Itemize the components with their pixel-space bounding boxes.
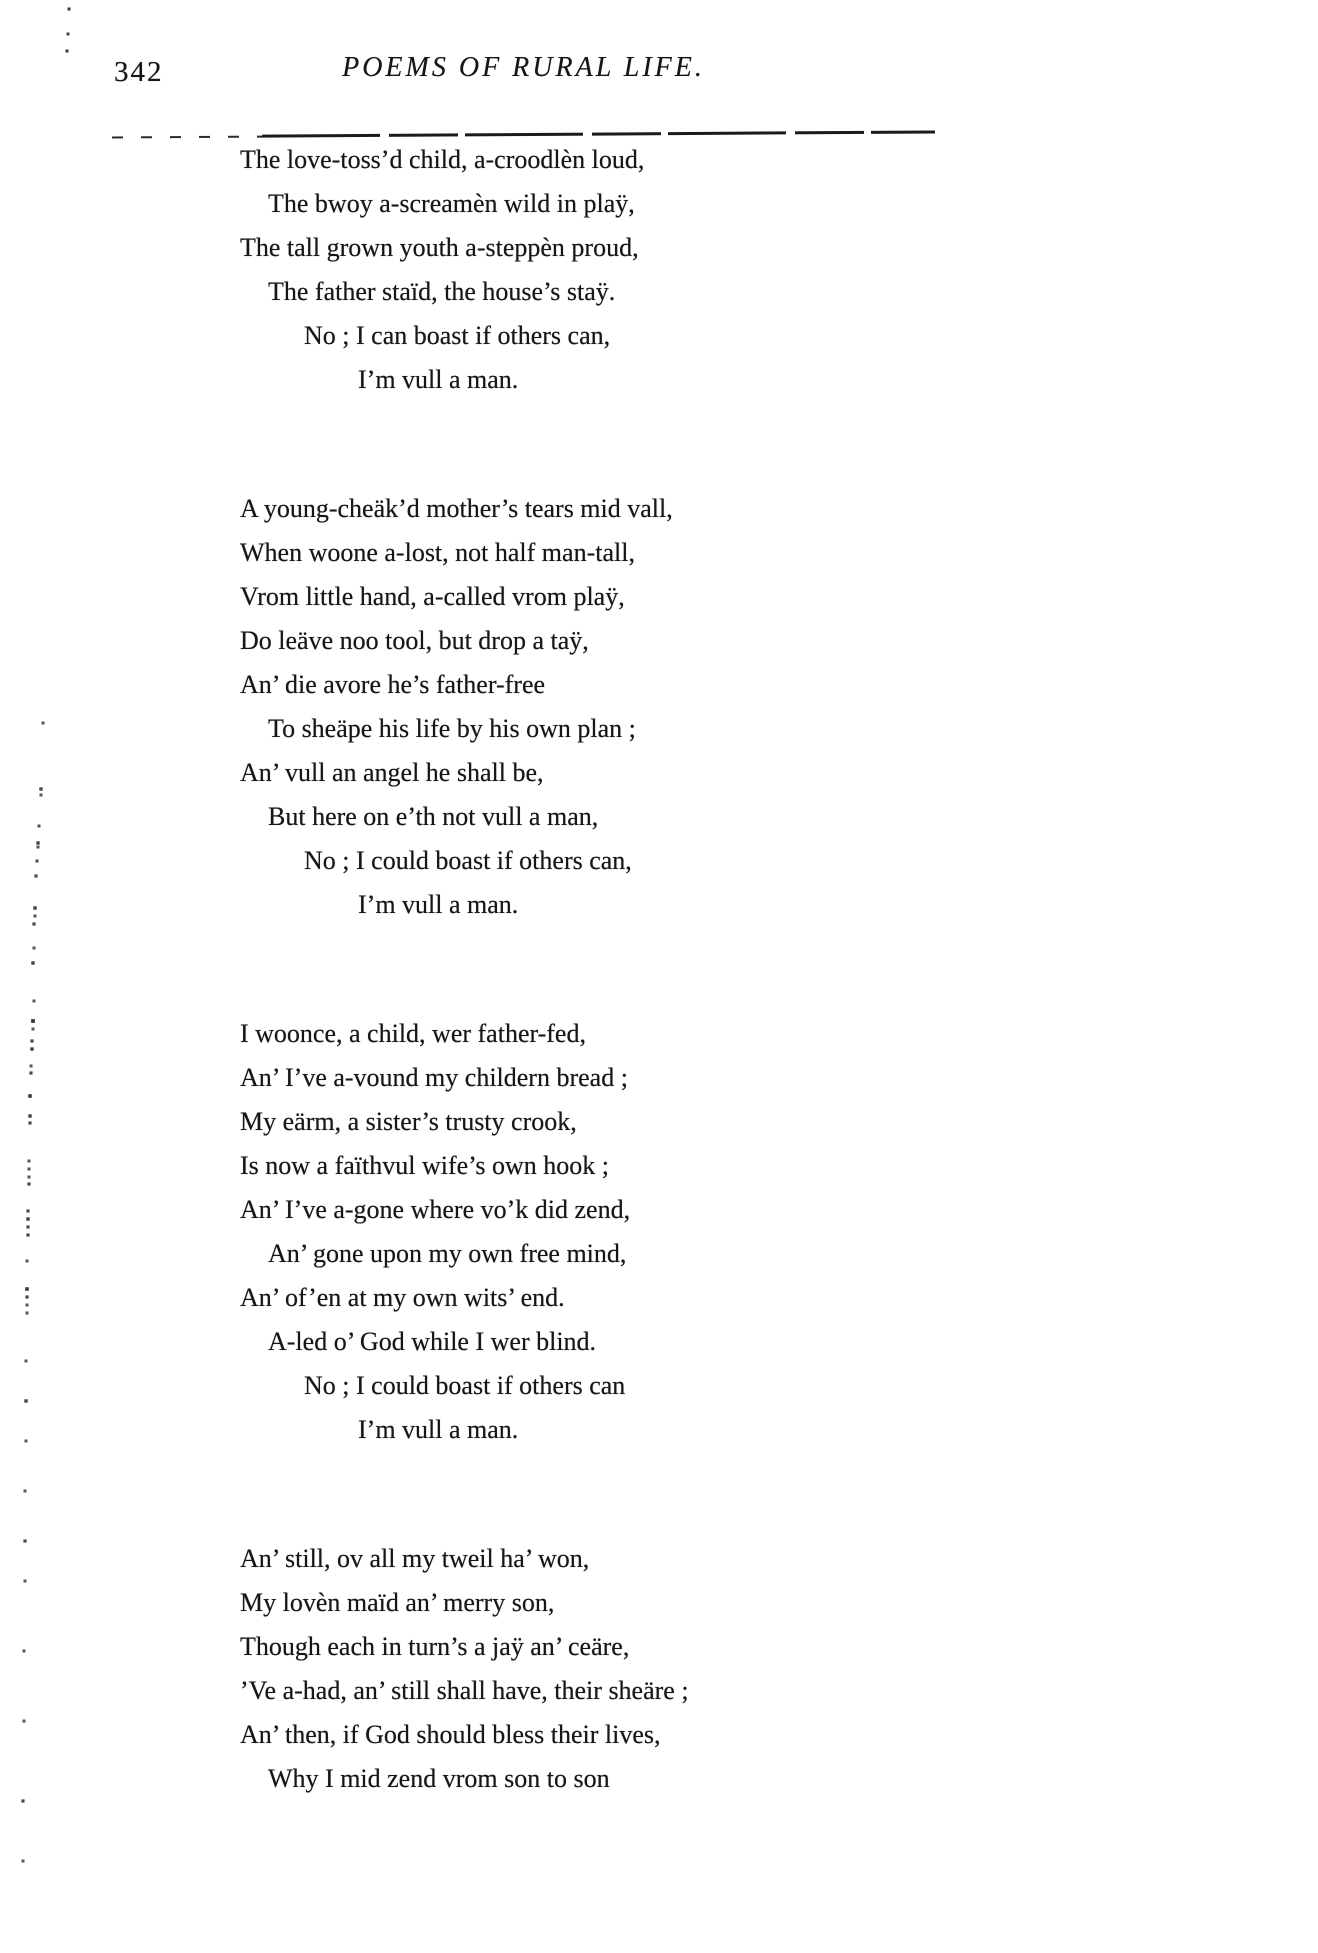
poem-line: An’ still, ov all my tweil ha’ won, [240, 1544, 590, 1573]
poem-line: The bwoy a-screamèn wild in plaÿ, [268, 189, 635, 218]
poem-line: No ; I can boast if others can, [304, 321, 611, 350]
poem-line: An’ gone upon my own free mind, [268, 1239, 627, 1268]
scan-noise-specks [0, 0, 2, 2]
poem-line: The father staïd, the house’s staÿ. [268, 277, 616, 306]
page-header [112, 48, 935, 94]
poem-line: Vrom little hand, a-called vrom plaÿ, [240, 582, 625, 611]
poem-line: Do leäve noo tool, but drop a taÿ, [240, 626, 589, 655]
poem-line: I’m vull a man. [358, 890, 519, 919]
poem-stanza [240, 1012, 1140, 1452]
poem-line: The love-toss’d child, a-croodlèn loud, [240, 145, 645, 174]
poem-stanza [240, 487, 1140, 927]
page-number: 342 [114, 56, 164, 88]
poem-line: An’ I’ve a-gone where vo’k did zend, [240, 1195, 631, 1224]
poem-line: I’m vull a man. [358, 1415, 519, 1444]
header-rule-segment [262, 130, 935, 137]
poem-line: When woone a-lost, not half man-tall, [240, 538, 635, 567]
poem-line: But here on e’th not vull a man, [268, 802, 599, 831]
running-header-title: POEMS OF RURAL LIFE. [342, 52, 705, 83]
poem-line: An’ die avore he’s father-free [240, 670, 546, 699]
poem-line: An’ vull an angel he shall be, [240, 758, 544, 787]
poem-line: I woonce, a child, wer father-fed, [240, 1019, 586, 1048]
poem-line: Why I mid zend vrom son to son [268, 1764, 610, 1793]
poem-line: My lovèn maïd an’ merry son, [240, 1588, 555, 1617]
poem-line: A young-cheäk’d mother’s tears mid vall, [240, 494, 673, 523]
poem-stanza [240, 1537, 1140, 1801]
poem-line: An’ I’ve a-vound my childern bread ; [240, 1063, 628, 1092]
poem-line: My eärm, a sister’s trusty crook, [240, 1107, 577, 1136]
poem-line: To sheäpe his life by his own plan ; [268, 714, 636, 743]
poem-line: An’ of’en at my own wits’ end. [240, 1283, 565, 1312]
poem-line: Is now a faïthvul wife’s own hook ; [240, 1151, 610, 1180]
poem-line: I’m vull a man. [358, 365, 519, 394]
poem-line: An’ then, if God should bless their lives, [240, 1720, 661, 1749]
poem-line: No ; I could boast if others can [304, 1371, 626, 1400]
poem-line: ’Ve a-had, an’ still shall have, their sheäre ; [240, 1676, 689, 1705]
poem-line: No ; I could boast if others can, [304, 846, 632, 875]
poem-line: A-led o’ God while I wer blind. [268, 1327, 597, 1356]
poem-line: The tall grown youth a-steppèn proud, [240, 233, 639, 262]
poem [240, 138, 1140, 1886]
poem-line: Though each in turn’s a jaÿ an’ ceäre, [240, 1632, 630, 1661]
poem-stanza [240, 138, 1140, 402]
